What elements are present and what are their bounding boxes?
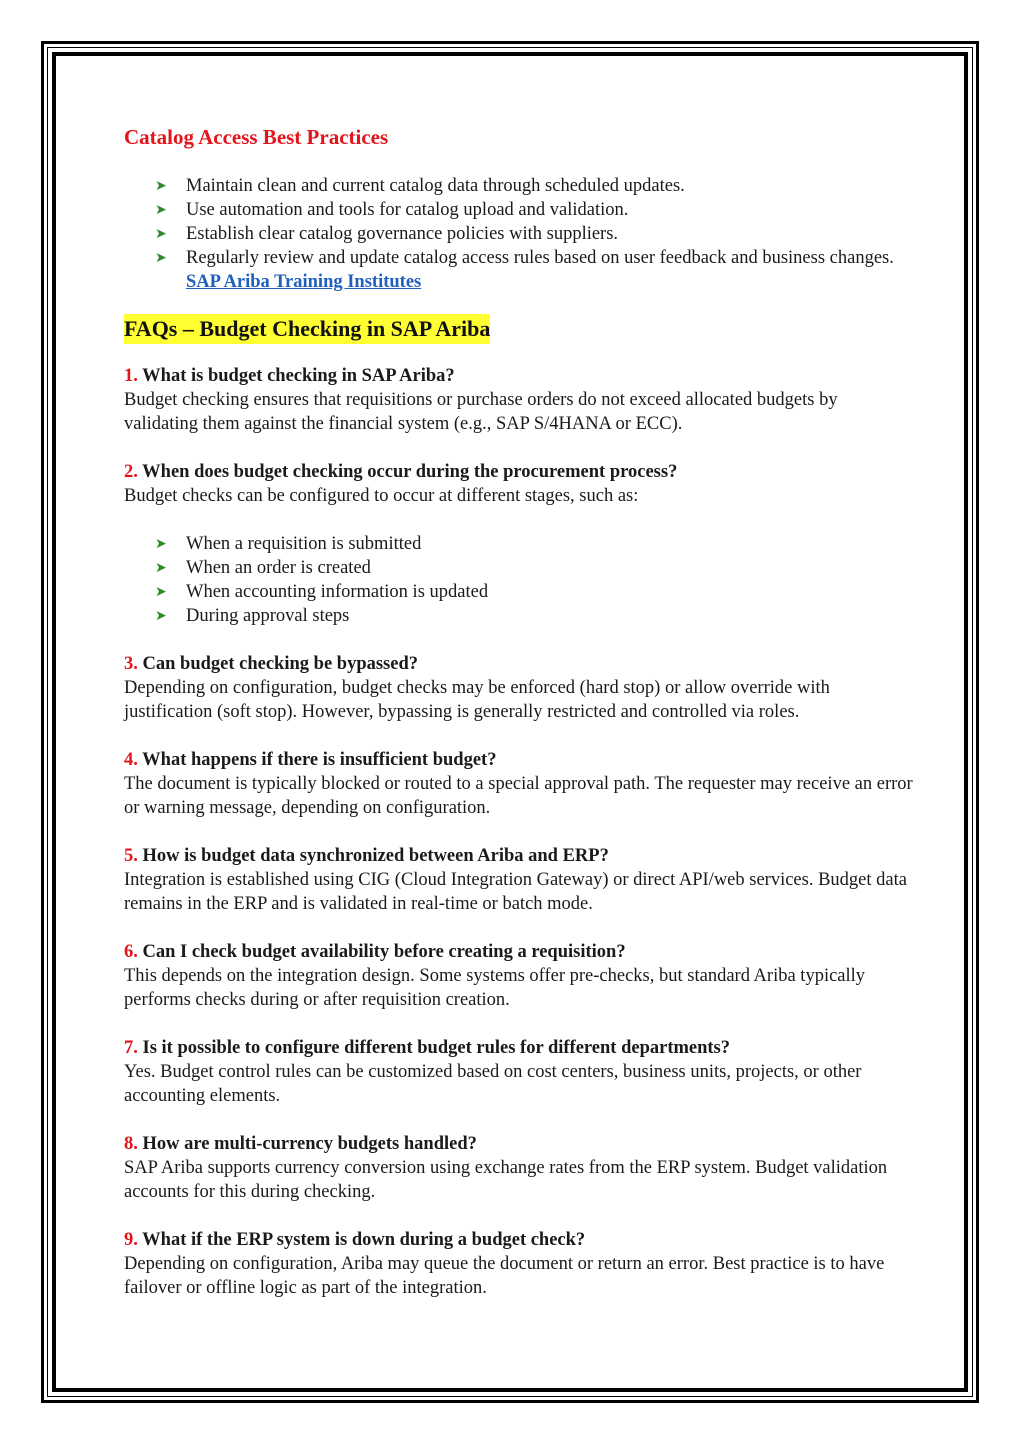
list-item-text: When accounting information is updated xyxy=(186,582,489,602)
list-item-text: Maintain clean and current catalog data through scheduled updates. xyxy=(186,176,685,196)
faq-item-1 xyxy=(124,364,914,436)
list-item xyxy=(155,604,914,628)
faq-answer: Depending on configuration, Ariba may queue the document or return an error. Best practice is to have failover or offline logic as part of the integration. xyxy=(124,1254,885,1298)
faq-answer: Integration is established using CIG (Cloud Integration Gateway) or direct API/web services. Budget data remains in the ERP and is validated in real-time or batch mode. xyxy=(124,870,907,914)
faq-question xyxy=(124,652,914,676)
list-item xyxy=(155,532,914,556)
faq-item-8 xyxy=(124,1132,914,1204)
faq-question-text: When does budget checking occur during the procurement process? xyxy=(142,462,678,482)
arrow-bullet-icon: ➤ xyxy=(155,226,167,242)
page-content xyxy=(124,122,914,1324)
faq-number: 5. xyxy=(124,846,138,866)
list-item xyxy=(155,246,914,294)
faq-question xyxy=(124,844,914,868)
faq-number: 6. xyxy=(124,942,138,962)
faq-item-6 xyxy=(124,940,914,1012)
faq-item-9 xyxy=(124,1228,914,1300)
catalog-section-title: Catalog Access Best Practices xyxy=(124,125,389,149)
faq-item-5 xyxy=(124,844,914,916)
arrow-bullet-icon: ➤ xyxy=(155,250,167,266)
faq-answer: SAP Ariba supports currency conversion using exchange rates from the ERP system. Budget validation accounts for this during checking. xyxy=(124,1158,888,1202)
faq-item-7 xyxy=(124,1036,914,1108)
stage-bullet-list xyxy=(124,532,914,628)
catalog-bullet-list xyxy=(124,174,914,294)
list-item xyxy=(155,556,914,580)
list-item-text: When an order is created xyxy=(186,558,371,578)
faq-answer: Depending on configuration, budget checks may be enforced (hard stop) or allow override with justification (soft stop). However, bypassing is generally restricted and controlled via roles. xyxy=(124,678,830,722)
faq-number: 3. xyxy=(124,654,138,674)
faq-section-title: FAQs – Budget Checking in SAP Ariba xyxy=(124,314,490,344)
faq-question xyxy=(124,1228,914,1252)
list-item xyxy=(155,222,914,246)
faq-question xyxy=(124,364,914,388)
list-item-text: Use automation and tools for catalog upload and validation. xyxy=(186,200,629,220)
arrow-bullet-icon: ➤ xyxy=(155,560,167,576)
faq-answer: Yes. Budget control rules can be customized based on cost centers, business units, projects, or other accounting elements. xyxy=(124,1062,862,1106)
faq-item-4 xyxy=(124,748,914,820)
list-item-text: During approval steps xyxy=(186,606,350,626)
faq-question-text: What if the ERP system is down during a budget check? xyxy=(142,1230,586,1250)
faq-question xyxy=(124,940,914,964)
faq-question-text: How is budget data synchronized between Ariba and ERP? xyxy=(142,846,609,866)
faq-answer: The document is typically blocked or routed to a special approval path. The requester may receive an error or warning message, depending on configuration. xyxy=(124,774,913,818)
arrow-bullet-icon: ➤ xyxy=(155,608,167,624)
faq-question-text: Is it possible to configure different budget rules for different departments? xyxy=(142,1038,731,1058)
arrow-bullet-icon: ➤ xyxy=(155,202,167,218)
faq-number: 2. xyxy=(124,462,138,482)
faq-question xyxy=(124,1036,914,1060)
faq-item-2 xyxy=(124,460,914,628)
list-item xyxy=(155,580,914,604)
faq-item-3 xyxy=(124,652,914,724)
arrow-bullet-icon: ➤ xyxy=(155,178,167,194)
faq-question-text: How are multi-currency budgets handled? xyxy=(142,1134,477,1154)
faq-number: 7. xyxy=(124,1038,138,1058)
list-item-text: Establish clear catalog governance policies with suppliers. xyxy=(186,224,619,244)
faq-answer: Budget checking ensures that requisitions or purchase orders do not exceed allocated budgets by validating them against the financial system (e.g., SAP S/4HANA or ECC). xyxy=(124,390,838,434)
list-item-text: When a requisition is submitted xyxy=(186,534,422,554)
faq-question xyxy=(124,748,914,772)
list-item xyxy=(155,198,914,222)
faq-number: 1. xyxy=(124,366,138,386)
faq-question-text: Can I check budget availability before creating a requisition? xyxy=(142,942,626,962)
arrow-bullet-icon: ➤ xyxy=(155,584,167,600)
faq-number: 4. xyxy=(124,750,138,770)
faq-question xyxy=(124,460,914,484)
arrow-bullet-icon: ➤ xyxy=(155,536,167,552)
faq-answer: This depends on the integration design. Some systems offer pre-checks, but standard Ariba typically performs checks during or after requisition creation. xyxy=(124,966,866,1010)
faq-number: 8. xyxy=(124,1134,138,1154)
faq-number: 9. xyxy=(124,1230,138,1250)
faq-question-text: What happens if there is insufficient budget? xyxy=(142,750,497,770)
list-item-text: Regularly review and update catalog access rules based on user feedback and business changes. xyxy=(186,248,894,268)
faq-question xyxy=(124,1132,914,1156)
faq-question-text: Can budget checking be bypassed? xyxy=(142,654,419,674)
list-item xyxy=(155,174,914,198)
training-institutes-link[interactable]: SAP Ariba Training Institutes xyxy=(186,272,422,292)
faq-question-text: What is budget checking in SAP Ariba? xyxy=(142,366,455,386)
faq-answer: Budget checks can be configured to occur at different stages, such as: xyxy=(124,486,639,506)
